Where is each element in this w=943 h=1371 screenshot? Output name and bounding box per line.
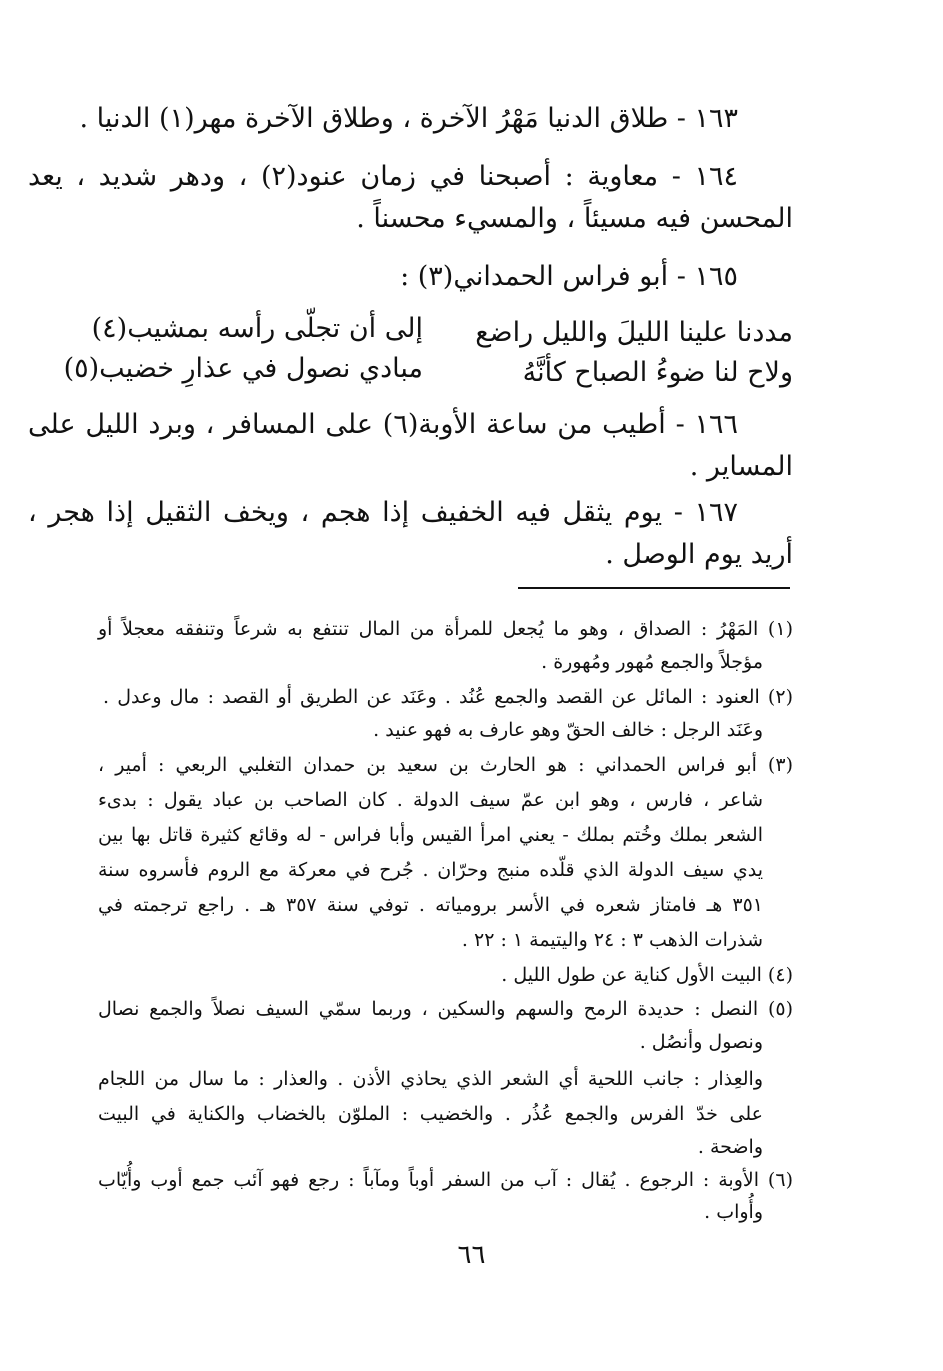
footnote-3-line-3: الشعر بملك وخُتم بملك - يعني امرأ القيس وأبا فراس - له وقائع كثيرة قاتل بها بين	[98, 824, 763, 846]
footnote-4-line-1: (٤) البيت الأول كناية عن طول الليل .	[501, 964, 793, 986]
footnote-5-line-4: على خدّ الفرس والجمع عُذُر . والخضيب : الملوّن بالخضاب والكناية في البيت	[98, 1103, 763, 1125]
footnote-2-line-2: وعَنَد الرجل : خالف الحقّ وهو عارف به فهو عنيد .	[373, 719, 763, 741]
footnote-3-line-4: يدي سيف الدولة الذي قلّده منبج وحرّان . جُرح في معركة مع الروم فأسروه سنة	[98, 859, 763, 881]
footnote-5-line-1: (٥) النصل : حديدة الرمح والسهم والسكين ، وربما سمّي السيف نصلاً والجمع نصال	[98, 998, 793, 1020]
footnote-6-line-1: (٦) الأوبة : الرجوع . يُقال : آب من السفر أوباً ومآباً : رجع فهو آئب جمع أوب وأُيّاب	[98, 1169, 793, 1191]
entry-166-line-2: المساير .	[689, 451, 793, 482]
footnote-1-line-1: (١) المَهْرُ : الصداق ، وهو ما يُجعل للمرأة من المال تنتفع به شرعاً وتنفقه معجلاً أو	[98, 618, 793, 640]
footnote-5-line-3: والعِذار : جانب اللحية أي الشعر الذي يحاذي الأذن . والعذار : ما سال من اللجام	[98, 1068, 763, 1090]
entry-163-line-1: ١٦٣ - طلاق الدنيا مَهْرُ الآخرة ، وطلاق الآخرة مهر(١) الدنيا .	[79, 103, 738, 134]
verse-2-first-hemistich: ولاح لنا ضوءُ الصباح كأنَّهُ	[522, 357, 793, 388]
footnote-2-line-1: (٢) العنود : المائل عن القصد والجمع عُنُد . وعَنَد عن الطريق أو القصد : مال وعدل .	[103, 686, 793, 708]
footnote-5-line-5: واضحة .	[697, 1136, 763, 1158]
entry-166-line-1: ١٦٦ - أطيب من ساعة الأوبة(٦) على المسافر ، وبرد الليل على	[28, 409, 738, 440]
footnote-1-line-2: مؤجلاً والجمع مُهور ومُهورة .	[541, 651, 763, 673]
footnote-3-line-6: شذرات الذهب ٣ : ٢٤ واليتيمة ١ : ٢٢ .	[461, 929, 763, 951]
footnote-6-line-2: وأُواب .	[704, 1201, 763, 1223]
verse-2-second-hemistich: مبادي نصول في عذارِ خضيب(٥)	[63, 353, 423, 384]
entry-164-line-1: ١٦٤ - معاوية : أصبحنا في زمان عنود(٢) ، ودهر شديد ، يعد	[28, 161, 738, 192]
footnote-3-line-5: ٣٥١ هـ فامتاز شعره في الأسر برومياته . توفي سنة ٣٥٧ هـ . راجع ترجمته في	[98, 894, 763, 916]
entry-164-line-2: المحسن فيه مسيئاً ، والمسيء محسناً .	[356, 203, 793, 234]
entry-167-line-2: أريد يوم الوصل .	[605, 539, 793, 570]
footnote-3-line-2: شاعر ، فارس ، وهو ابن عمّ سيف الدولة . كان الصاحب بن عباد يقول : بدىء	[98, 789, 763, 811]
entry-165-line-1: ١٦٥ - أبو فراس الحمداني(٣) :	[400, 261, 738, 292]
entry-167-line-1: ١٦٧ - يوم يثقل فيه الخفيف إذا هجم ، ويخف الثقيل إذا هجر ،	[28, 497, 738, 528]
verse-1-second-hemistich: إلى أن تجلّى رأسه بمشيب(٤)	[91, 313, 423, 344]
footnote-3-line-1: (٣) أبو فراس الحمداني : هو الحارث بن سعيد بن حمدان التغلبي الربعي : أمير ،	[98, 754, 793, 776]
page-number: ٦٦	[457, 1240, 486, 1270]
verse-1-first-hemistich: مددنا علينا الليلَ والليل راضع	[475, 317, 793, 348]
footnote-5-line-2: ونصول وأنصُل .	[639, 1031, 763, 1053]
